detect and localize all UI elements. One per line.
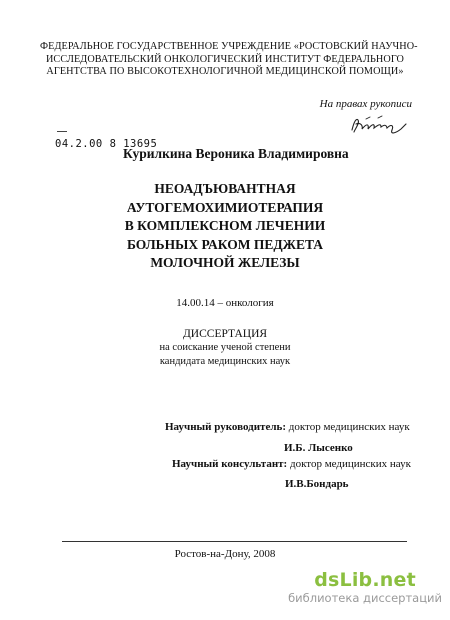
watermark-logo: dsLib.net	[314, 569, 416, 591]
title-line-5: МОЛОЧНОЙ ЖЕЛЕЗЫ	[150, 255, 300, 271]
document-number: 04.2.00 8 13695	[55, 138, 158, 150]
title-line-2: АУТОГЕМОХИМИОТЕРАПИЯ	[126, 199, 324, 215]
institution-line-3: АГЕНТСТВА ПО ВЫСОКОТЕХНОЛОГИЧНОЙ МЕДИЦИНСКОЙ ПОМОЩИ»	[46, 66, 404, 77]
specialty-code: 14.00.14 – онкология	[176, 297, 274, 309]
consultant-role: Научный консультант:	[172, 458, 288, 470]
title-line-3: В КОМПЛЕКСНОМ ЛЕЧЕНИИ	[124, 218, 326, 234]
degree-title: ДИССЕРТАЦИЯ	[182, 328, 268, 340]
consultant-line	[172, 458, 411, 470]
consultant-degree: доктор медицинских наук	[287, 458, 411, 470]
supervisor-name: И.Б. Лысенко	[284, 442, 353, 454]
consultant-name: И.В.Бондарь	[285, 478, 349, 490]
watermark	[288, 571, 442, 605]
author-name: Курилкина Вероника Владимировна	[123, 146, 349, 161]
watermark-subtitle: библиотека диссертаций	[288, 591, 442, 605]
title-line-4: БОЛЬНЫХ РАКОМ ПЕДЖЕТА	[126, 236, 324, 252]
institution-line-2: ИССЛЕДОВАТЕЛЬСКИЙ ОНКОЛОГИЧЕСКИЙ ИНСТИТУТ ФЕДЕРАЛЬНОГО	[45, 53, 405, 65]
place-and-year: Ростов-на-Дону, 2008	[174, 548, 276, 560]
supervisor-role: Научный руководитель:	[165, 421, 286, 433]
degree-line-2: кандидата медицинских наук	[159, 356, 291, 368]
supervisor-degree: доктор медицинских наук	[286, 421, 410, 433]
title-line-1: НЕОАДЪЮВАНТНАЯ	[154, 181, 296, 196]
footer-divider	[62, 541, 407, 542]
manuscript-note: На правах рукописи	[319, 98, 412, 110]
degree-line-1: на соискание ученой степени	[159, 342, 291, 354]
institution-line-1: ФЕДЕРАЛЬНОЕ ГОСУДАРСТВЕННОЕ УЧРЕЖДЕНИЕ «РОСТОВСКИЙ НАУЧНО-	[40, 41, 418, 52]
supervisor-line	[165, 421, 410, 433]
